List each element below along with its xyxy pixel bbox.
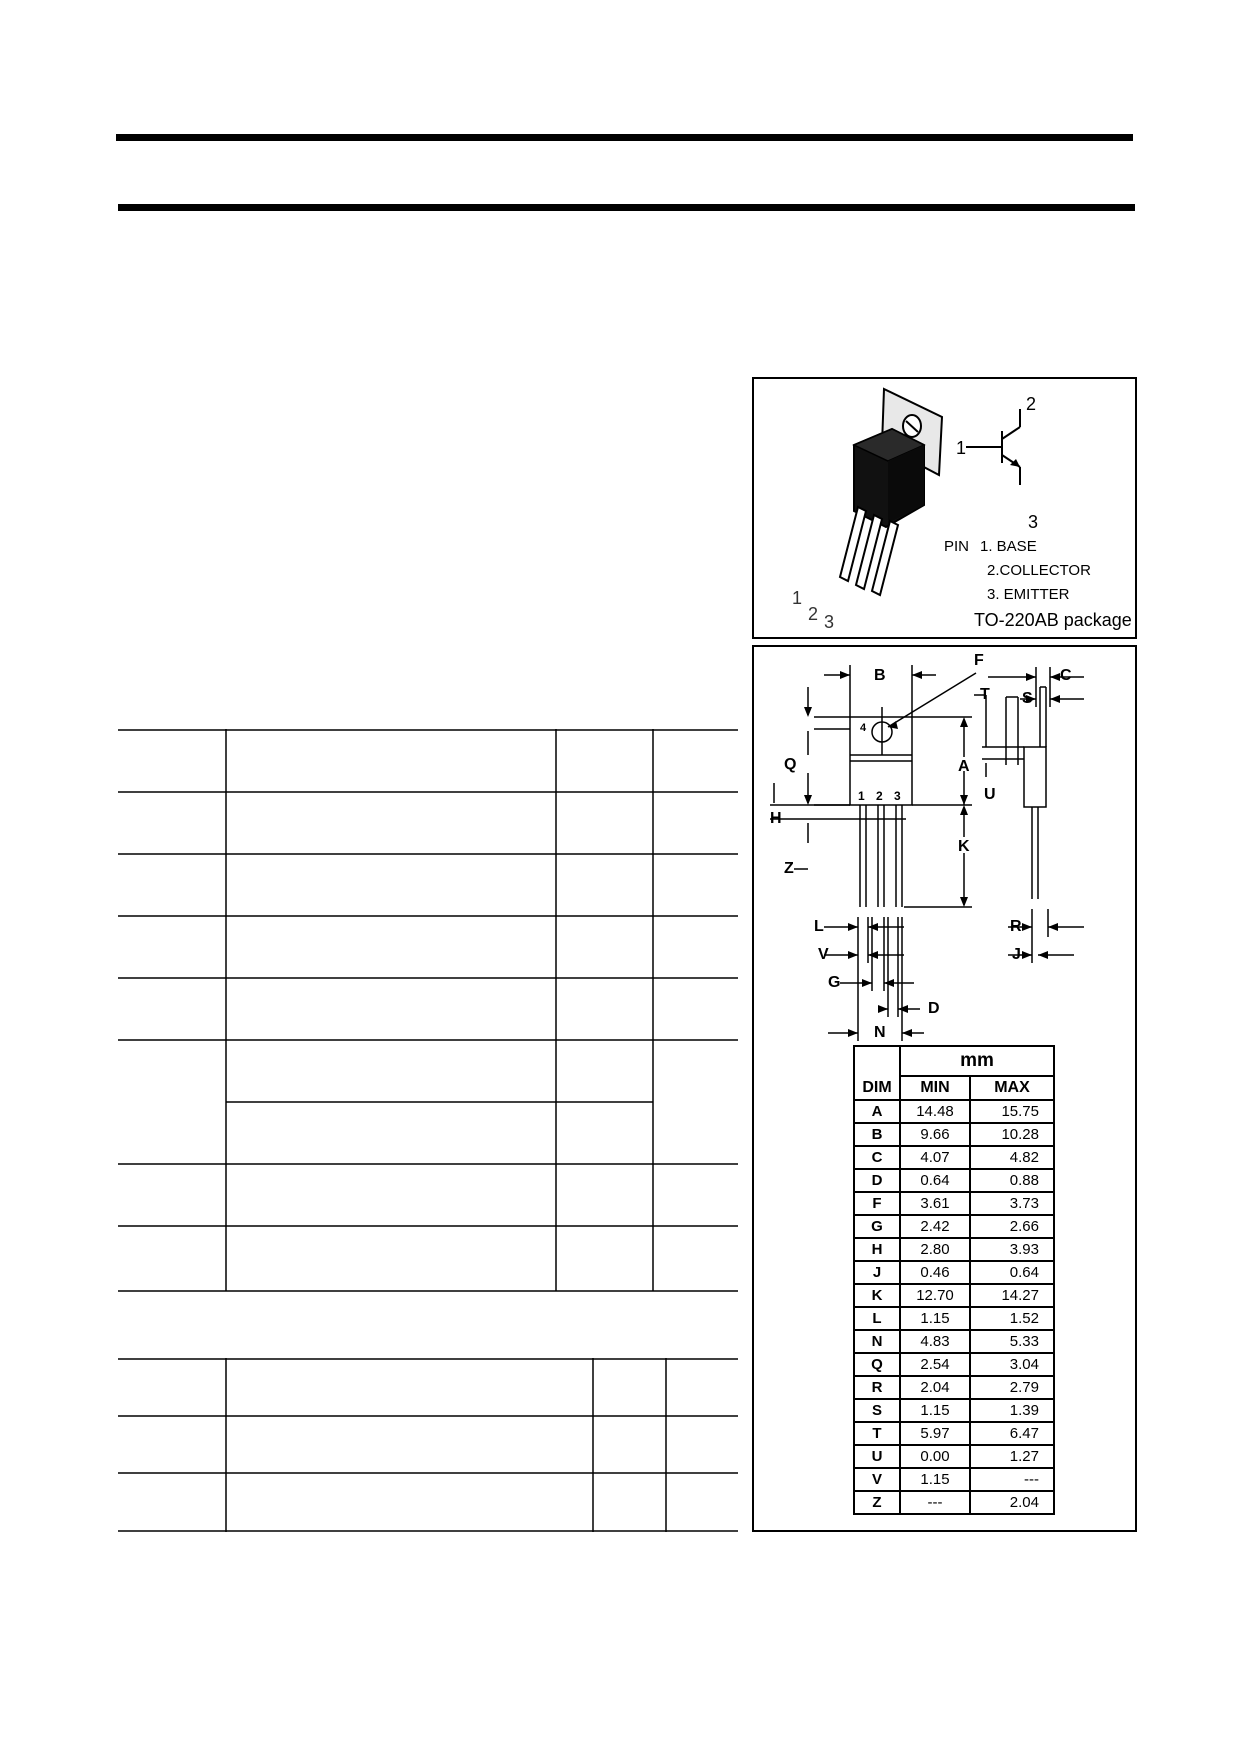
lead-number-4: 4 <box>860 722 867 734</box>
drawing-label-a: A <box>958 758 970 775</box>
package-panel <box>752 377 1137 639</box>
symbol-emitter-number: 3 <box>1028 512 1039 532</box>
dim-max-value: --- <box>970 1468 1054 1491</box>
dimension-row <box>854 1146 1054 1169</box>
drawing-label-u: U <box>984 786 996 803</box>
dim-min-value: 4.07 <box>900 1146 970 1169</box>
dim-letter: U <box>854 1445 900 1468</box>
dim-letter: Q <box>854 1353 900 1376</box>
dim-max-value: 3.93 <box>970 1238 1054 1261</box>
dimension-row <box>854 1192 1054 1215</box>
lead-number-1: 1 <box>858 789 865 803</box>
package-pin-2-number: 2 <box>808 604 819 624</box>
dimension-table <box>853 1045 1055 1515</box>
dimension-row <box>854 1307 1054 1330</box>
symbol-collector-number: 2 <box>1026 394 1037 414</box>
dimension-row <box>854 1284 1054 1307</box>
dim-letter: T <box>854 1422 900 1445</box>
dim-letter: R <box>854 1376 900 1399</box>
symbol-base-number: 1 <box>956 438 967 458</box>
dim-letter: D <box>854 1169 900 1192</box>
drawing-label-b: B <box>874 667 886 684</box>
unit-header: mm <box>900 1046 1054 1076</box>
dimension-row <box>854 1100 1054 1123</box>
drawing-label-z: Z <box>784 860 794 877</box>
dimension-row <box>854 1238 1054 1261</box>
drawing-label-d: D <box>928 1000 940 1017</box>
drawing-label-q: Q <box>784 756 797 773</box>
dimension-row <box>854 1169 1054 1192</box>
dim-min-value: 14.48 <box>900 1100 970 1123</box>
dim-max-value: 14.27 <box>970 1284 1054 1307</box>
dim-letter: N <box>854 1330 900 1353</box>
drawing-label-f: F <box>974 652 984 669</box>
dim-min-value: 9.66 <box>900 1123 970 1146</box>
drawing-label-j: J <box>1012 946 1021 963</box>
dimension-row <box>854 1491 1054 1514</box>
dimension-row <box>854 1215 1054 1238</box>
dim-letter: A <box>854 1100 900 1123</box>
dim-max-value: 1.27 <box>970 1445 1054 1468</box>
dimension-row <box>854 1445 1054 1468</box>
dim-column-header: DIM <box>854 1076 900 1100</box>
dim-max-value: 2.79 <box>970 1376 1054 1399</box>
dim-min-value: 2.80 <box>900 1238 970 1261</box>
dimension-row <box>854 1261 1054 1284</box>
dimension-row <box>854 1468 1054 1491</box>
pin-base-label: 1. BASE <box>980 538 1037 555</box>
ratings-table-grid <box>118 729 738 1293</box>
drawing-label-r: R <box>1010 918 1022 935</box>
dim-letter: Z <box>854 1491 900 1514</box>
dim-min-value: 5.97 <box>900 1422 970 1445</box>
dim-max-value: 5.33 <box>970 1330 1054 1353</box>
drawing-label-l: L <box>814 918 824 935</box>
dim-max-value: 3.73 <box>970 1192 1054 1215</box>
drawing-label-s: S <box>1022 690 1033 707</box>
dim-max-value: 0.64 <box>970 1261 1054 1284</box>
dimension-row <box>854 1353 1054 1376</box>
dim-letter: F <box>854 1192 900 1215</box>
dimension-rows <box>854 1100 1054 1514</box>
dim-max-value: 0.88 <box>970 1169 1054 1192</box>
dimension-row <box>854 1330 1054 1353</box>
dim-min-value: 0.46 <box>900 1261 970 1284</box>
header-rule-bottom <box>118 204 1135 211</box>
dimension-row <box>854 1422 1054 1445</box>
dim-min-value: 1.15 <box>900 1307 970 1330</box>
dim-letter: K <box>854 1284 900 1307</box>
dim-letter: V <box>854 1468 900 1491</box>
npn-transistor-symbol <box>954 403 1074 513</box>
dim-min-value: 0.00 <box>900 1445 970 1468</box>
pin-collector-label: 2.COLLECTOR <box>987 562 1091 579</box>
dim-min-value: 4.83 <box>900 1330 970 1353</box>
drawing-label-g: G <box>828 974 841 991</box>
dim-min-value: 2.54 <box>900 1353 970 1376</box>
lead-number-3: 3 <box>894 789 901 803</box>
dim-max-value: 6.47 <box>970 1422 1054 1445</box>
drawing-label-k: K <box>958 838 970 855</box>
pin-heading: PIN <box>944 538 970 555</box>
package-outline-drawing <box>754 647 1135 1042</box>
dim-max-value: 1.39 <box>970 1399 1054 1422</box>
dim-max-value: 1.52 <box>970 1307 1054 1330</box>
dim-letter: C <box>854 1146 900 1169</box>
package-pin-1-number: 1 <box>792 588 803 608</box>
dimension-row <box>854 1376 1054 1399</box>
dim-letter: J <box>854 1261 900 1284</box>
max-column-header: MAX <box>970 1076 1054 1100</box>
lead-number-2: 2 <box>876 789 883 803</box>
dim-max-value: 2.66 <box>970 1215 1054 1238</box>
pin-emitter-label: 3. EMITTER <box>987 586 1070 603</box>
dim-max-value: 10.28 <box>970 1123 1054 1146</box>
dim-letter: H <box>854 1238 900 1261</box>
drawing-label-v: V <box>818 946 829 963</box>
header-rule-top <box>116 134 1133 141</box>
dim-max-value: 3.04 <box>970 1353 1054 1376</box>
drawing-label-n: N <box>874 1024 886 1041</box>
package-name: TO-220AB package <box>974 610 1132 630</box>
dim-min-value: --- <box>900 1491 970 1514</box>
drawing-label-t: T <box>980 686 990 703</box>
dim-letter: G <box>854 1215 900 1238</box>
package-pin-3-number: 3 <box>824 612 835 632</box>
dim-letter: S <box>854 1399 900 1422</box>
dim-letter: B <box>854 1123 900 1146</box>
dim-min-value: 12.70 <box>900 1284 970 1307</box>
dim-letter: L <box>854 1307 900 1330</box>
thermal-table-grid <box>118 1358 738 1532</box>
dim-max-value: 4.82 <box>970 1146 1054 1169</box>
dim-min-value: 0.64 <box>900 1169 970 1192</box>
drawing-label-h: H <box>770 810 782 827</box>
dim-min-value: 1.15 <box>900 1399 970 1422</box>
dim-min-value: 2.04 <box>900 1376 970 1399</box>
dim-min-value: 1.15 <box>900 1468 970 1491</box>
dim-header-blank <box>854 1046 900 1076</box>
dim-min-value: 3.61 <box>900 1192 970 1215</box>
min-column-header: MIN <box>900 1076 970 1100</box>
dim-min-value: 2.42 <box>900 1215 970 1238</box>
dim-max-value: 2.04 <box>970 1491 1054 1514</box>
to220-package-illustration <box>784 383 967 623</box>
drawing-label-c: C <box>1060 667 1072 684</box>
dimension-row <box>854 1399 1054 1422</box>
dim-max-value: 15.75 <box>970 1100 1054 1123</box>
dimension-row <box>854 1123 1054 1146</box>
